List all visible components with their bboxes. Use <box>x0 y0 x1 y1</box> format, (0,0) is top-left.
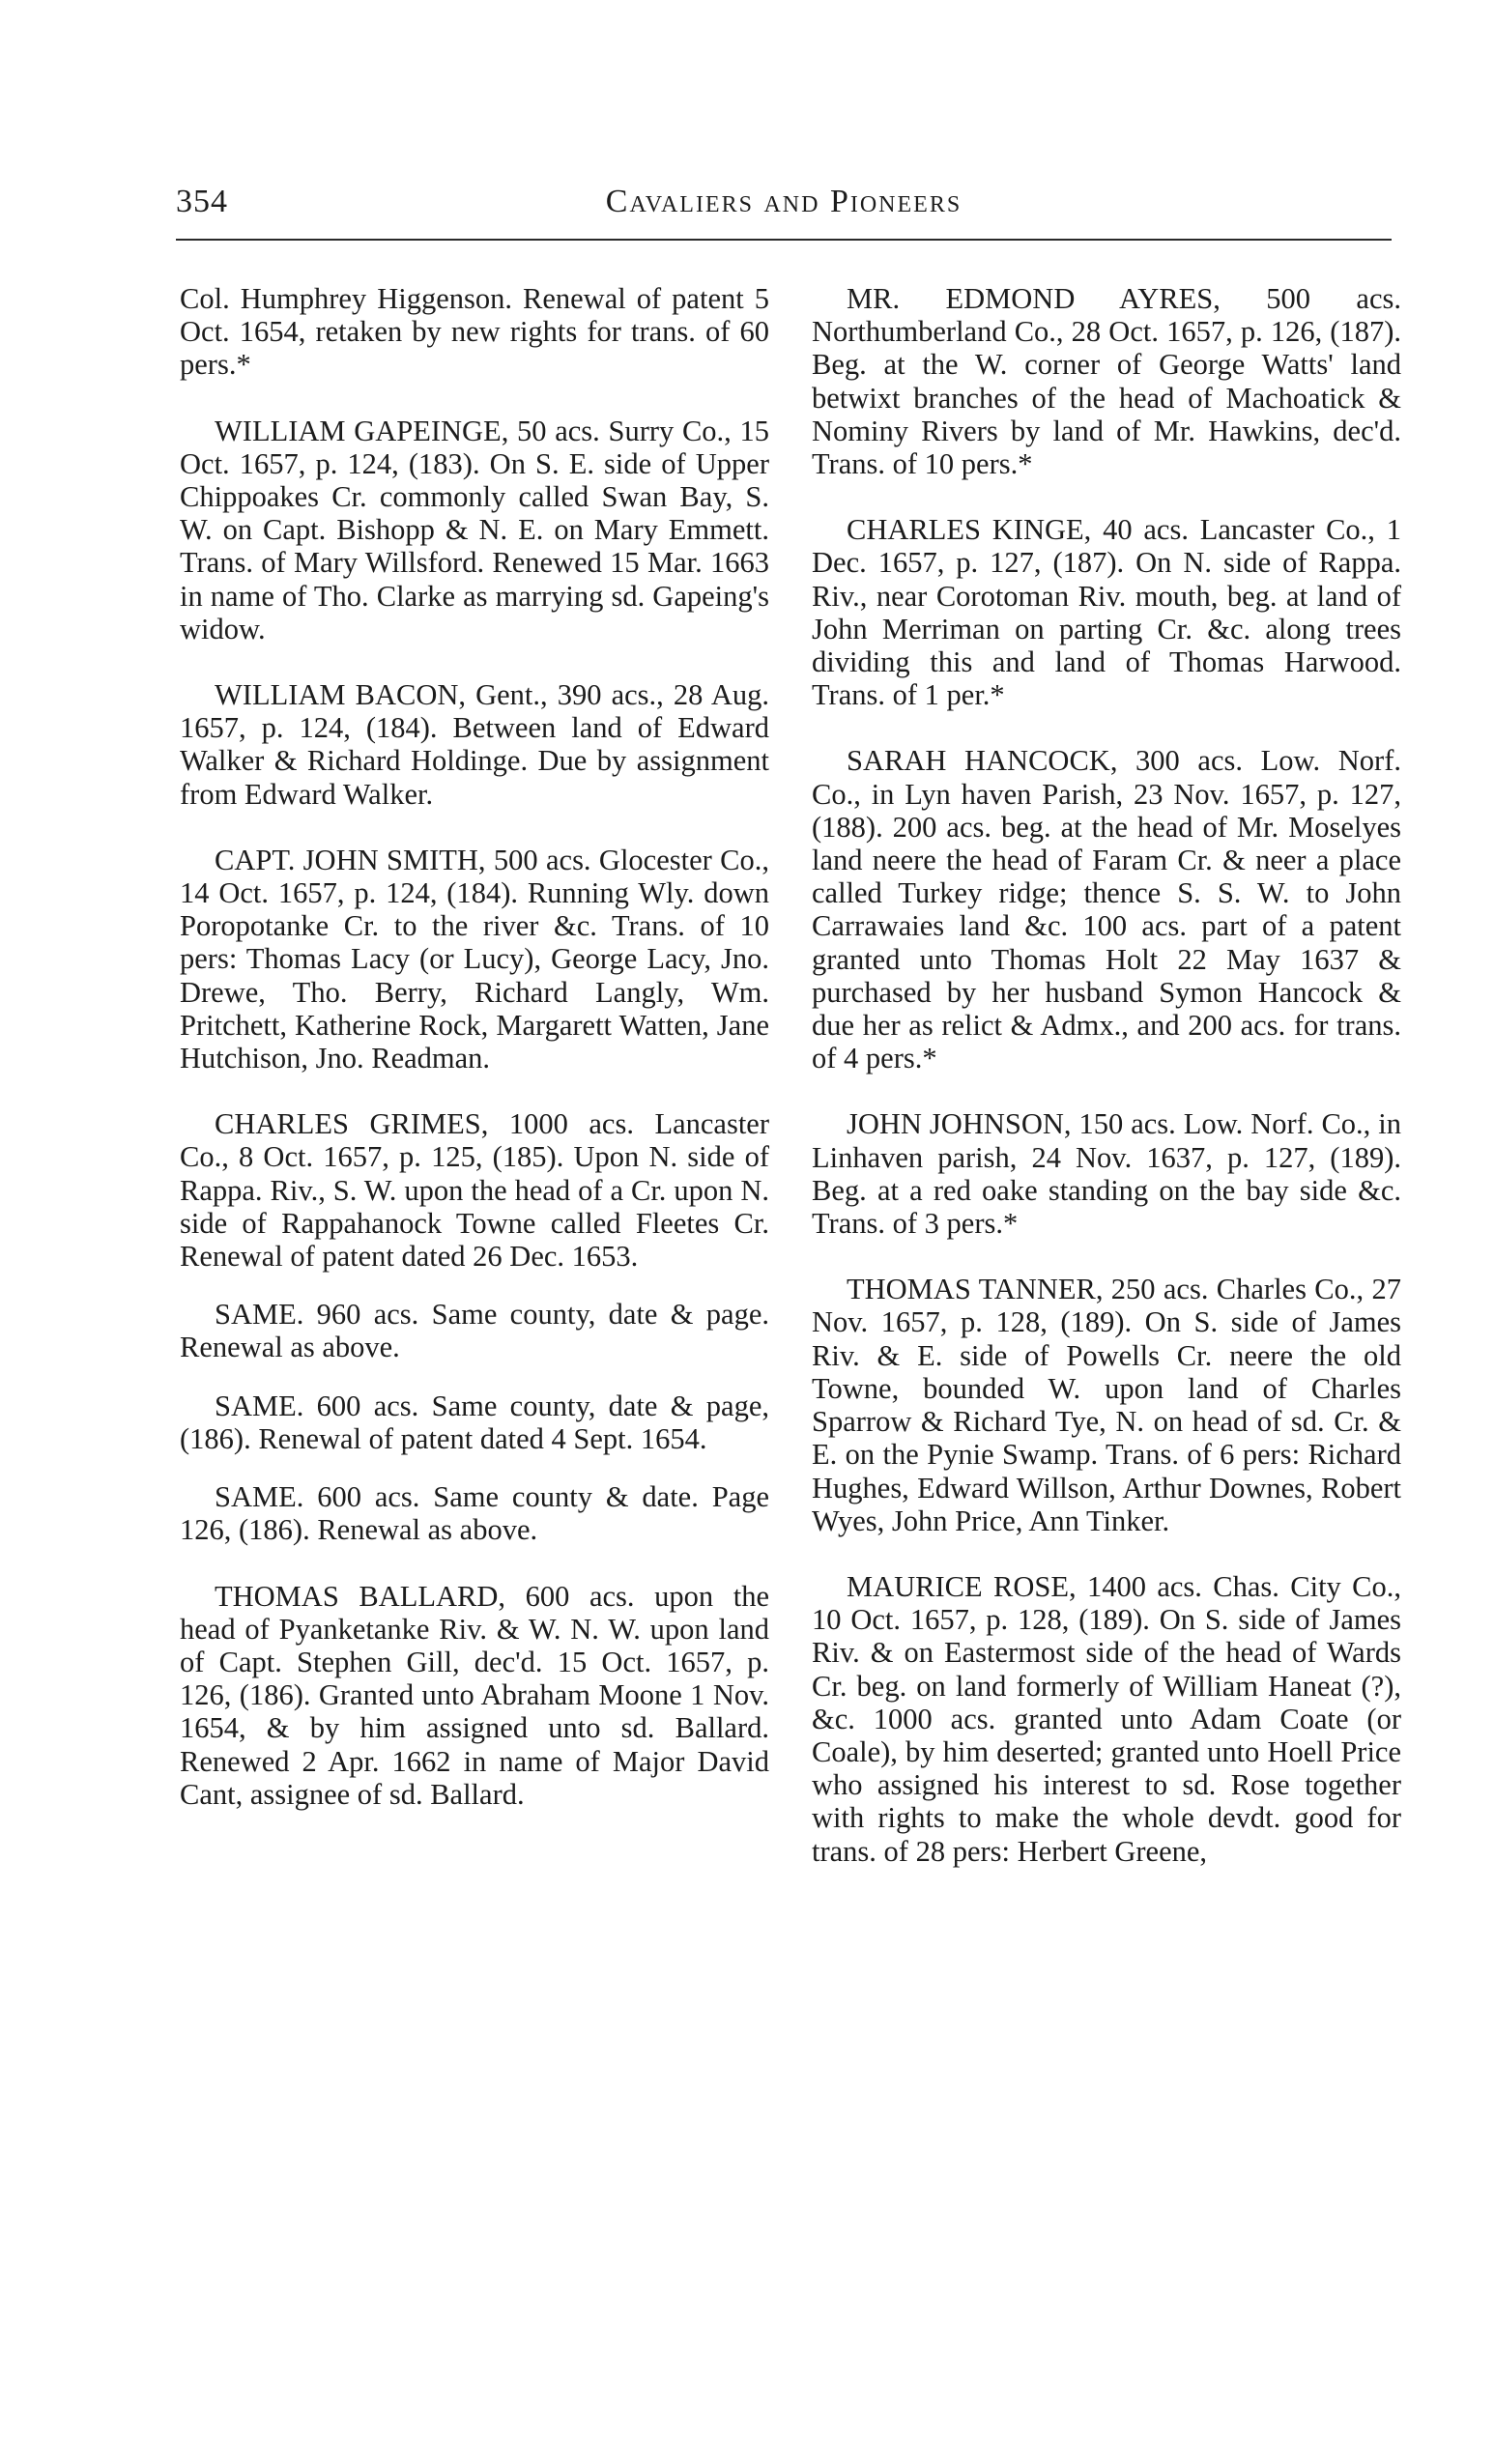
patent-entry: MAURICE ROSE, 1400 acs. Chas. City Co., 10 Oct. 1657, p. 128, (189). On S. side of James Riv. & on Eastermost side of the head of Wards Cr. beg. on land formerly of William Haneat (?), &c. 1000 acs. granted unto Adam Coate (or Coale), by him deserted; granted unto Hoell Price who assigned his interest to sd. Rose together with rights to make the whole devdt. good for trans. of 28 pers: Herbert Greene, <box>812 1569 1401 1868</box>
page-header <box>176 184 1392 232</box>
patent-entry: MR. EDMOND AYRES, 500 acs. Northumberland Co., 28 Oct. 1657, p. 126, (187). Beg. at the W. corner of George Watts' land betwixt branches of the head of Machoatick & Nominy Rivers by land of Mr. Hawkins, dec'd. Trans. of 10 pers.* <box>812 282 1401 481</box>
patent-entry: JOHN JOHNSON, 150 acs. Low. Norf. Co., in Linhaven parish, 24 Nov. 1637, p. 127, (189). Beg. at a red oake standing on the bay side &c. Trans. of 3 pers.* <box>812 1107 1401 1241</box>
patent-entry: WILLIAM GAPEINGE, 50 acs. Surry Co., 15 Oct. 1657, p. 124, (183). On S. E. side of Upper Chippoakes Cr. commonly called Swan Bay, S. W. on Capt. Bishopp & N. E. on Mary Emmett. Trans. of Mary Willsford. Renewed 15 Mar. 1663 in name of Tho. Clarke as marrying sd. Gapeing's widow. <box>180 414 769 645</box>
patent-entry: CAPT. JOHN SMITH, 500 acs. Glocester Co., 14 Oct. 1657, p. 124, (184). Running Wly. down Poropotanke Cr. to the river &c. Trans. of 10 pers: Thomas Lacy (or Lucy), George Lacy, Jno. Drewe, Tho. Berry, Richard Langly, Wm. Pritchett, Katherine Rock, Margarett Watten, Jane Hutchison, Jno. Readman. <box>180 843 769 1075</box>
patent-entry: CHARLES KINGE, 40 acs. Lancaster Co., 1 Dec. 1657, p. 127, (187). On N. side of Rappa. Riv., near Corotoman Riv. mouth, beg. at land of John Merriman on parting Cr. &c. along trees dividing this and land of Thomas Harwood. Trans. of 1 per.* <box>812 513 1401 712</box>
patent-entry: SAME. 600 acs. Same county & date. Page 126, (186). Renewal as above. <box>180 1480 769 1547</box>
left-column <box>180 282 769 1844</box>
header-rule <box>176 239 1392 241</box>
patent-entry: THOMAS TANNER, 250 acs. Charles Co., 27 Nov. 1657, p. 128, (189). On S. side of James Riv. & E. side of Powells Cr. neere the old Towne, bounded W. upon land of Charles Sparrow & Richard Tye, N. on head of sd. Cr. & E. on the Pynie Swamp. Trans. of 6 pers: Richard Hughes, Edward Willson, Arthur Downes, Robert Wyes, John Price, Ann Tinker. <box>812 1273 1401 1537</box>
page-number: 354 <box>176 184 228 219</box>
running-title: Cavaliers and Pioneers <box>605 184 962 219</box>
patent-entry: THOMAS BALLARD, 600 acs. upon the head of Pyanketanke Riv. & W. N. W. upon land of Capt. Stephen Gill, dec'd. 15 Oct. 1657, p. 126, (186). Granted unto Abraham Moone 1 Nov. 1654, & by him assigned unto sd. Ballard. Renewed 2 Apr. 1662 in name of Major David Cant, assignee of sd. Ballard. <box>180 1579 769 1811</box>
right-column <box>812 282 1401 1901</box>
patent-entry: SAME. 960 acs. Same county, date & page. Renewal as above. <box>180 1298 769 1364</box>
patent-entry: SAME. 600 acs. Same county, date & page, (186). Renewal of patent dated 4 Sept. 1654. <box>180 1389 769 1455</box>
patent-entry: CHARLES GRIMES, 1000 acs. Lancaster Co., 8 Oct. 1657, p. 125, (185). Upon N. side of Rappa. Riv., S. W. upon the head of a Cr. upon N. side of Rappahanock Towne called Fleetes Cr. Renewal of patent dated 26 Dec. 1653. <box>180 1107 769 1274</box>
patent-entry: Col. Humphrey Higgenson. Renewal of patent 5 Oct. 1654, retaken by new rights for trans. of 60 pers.* <box>180 282 769 382</box>
patent-entry: WILLIAM BACON, Gent., 390 acs., 28 Aug. 1657, p. 124, (184). Between land of Edward Walker & Richard Holdinge. Due by assignment from Edward Walker. <box>180 678 769 811</box>
patent-entry: SARAH HANCOCK, 300 acs. Low. Norf. Co., in Lyn haven Parish, 23 Nov. 1657, p. 127, (188). 200 acs. beg. at the head of Mr. Moselyes land neere the head of Faram Cr. & neer a place called Turkey ridge; thence S. S. W. to John Carrawaies land &c. 100 acs. part of a patent granted unto Thomas Holt 22 May 1637 & purchased by her husband Symon Hancock & due her as relict & Admx., and 200 acs. for trans. of 4 pers.* <box>812 744 1401 1075</box>
